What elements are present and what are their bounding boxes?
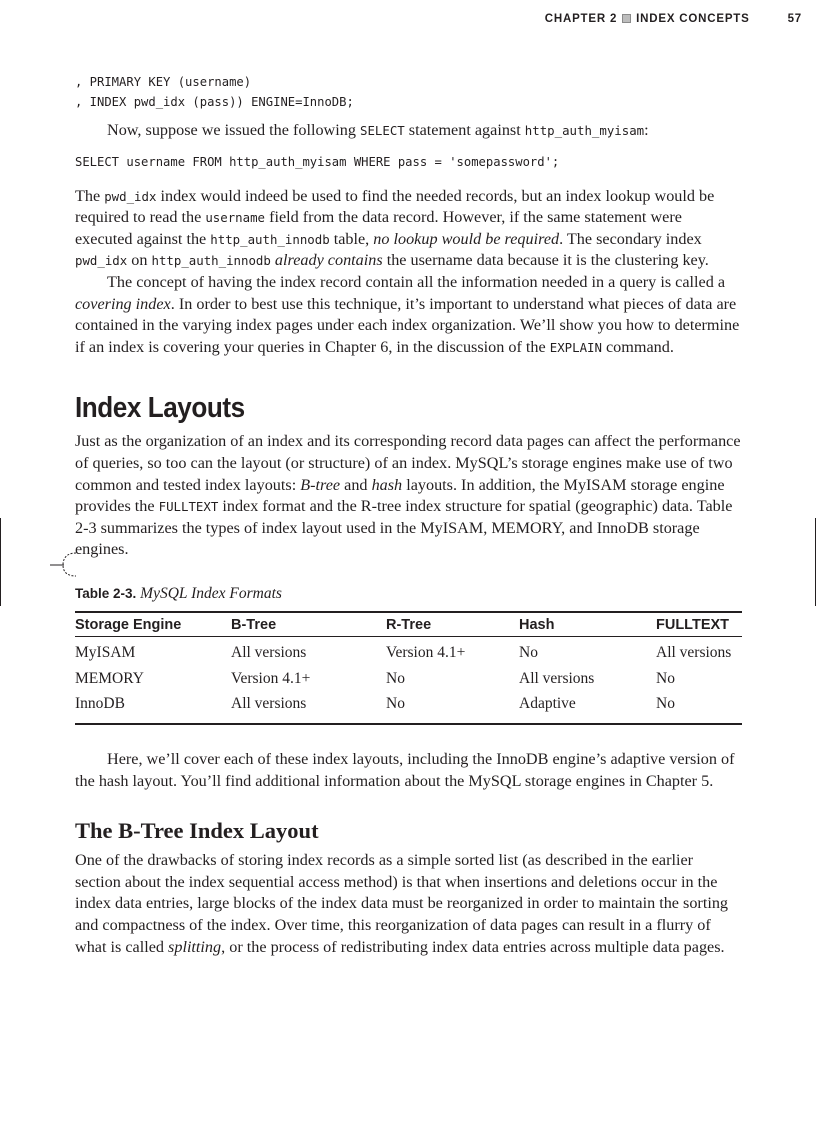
table-cell: No bbox=[386, 669, 405, 687]
table-cell: InnoDB bbox=[75, 695, 125, 713]
code-block-create-table bbox=[75, 72, 741, 112]
table-cell: No bbox=[386, 695, 405, 713]
table-cell: No bbox=[656, 695, 675, 713]
heading-index-layouts: Index Layouts bbox=[75, 392, 245, 425]
table-cell: No bbox=[656, 669, 675, 687]
table-cell: Version 4.1+ bbox=[386, 644, 466, 662]
paragraph-cover-layouts: Here, we’ll cover each of these index layouts, including the InnoDB engine’s adaptive version of the hash layout. You’ll find additional information about the MySQL storage engines in Chapter 5. bbox=[75, 750, 735, 790]
code-line: , INDEX pwd_idx (pass)) ENGINE=InnoDB; bbox=[75, 95, 354, 109]
table-cell: Version 4.1+ bbox=[231, 669, 311, 687]
table-cell: All versions bbox=[231, 644, 307, 662]
square-bullet-icon bbox=[622, 14, 631, 23]
table-row bbox=[75, 666, 742, 692]
paragraph-covering-index: The concept of having the index record contain all the information needed in a query is called a covering index. In order to best use this technique, it’s important to understand what pieces of data are contained in the varying index pages under each index organization. We’ll show you how to determine if an index is covering your queries in Chapter 6, in the discussion of the EXPLAIN command. bbox=[75, 272, 740, 356]
heading-btree-layout: The B-Tree Index Layout bbox=[75, 818, 319, 844]
chapter-label: CHAPTER 2 bbox=[544, 13, 618, 25]
table-row bbox=[75, 636, 742, 666]
table-cell: All versions bbox=[231, 695, 307, 713]
paragraph-btree-drawbacks: One of the drawbacks of storing index records as a simple sorted list (as described in the earlier section about the index sequential access method) is that when insertions and deletions occur in the index data entries, large blocks of the index data must be reorganized in order to maintain the sorting and compactness of the index. Over time, this reorganization of data pages can result in a flurry of what is called splitting, or the process of redistributing index data entries across multiple data pages. bbox=[75, 851, 729, 956]
main-content bbox=[75, 72, 741, 958]
table-cell: No bbox=[519, 644, 538, 662]
table-header-row bbox=[75, 612, 742, 637]
column-header: FULLTEXT bbox=[656, 616, 730, 633]
column-header: Storage Engine bbox=[75, 616, 182, 633]
paragraph-select-intro: Now, suppose we issued the following SELECT statement against http_auth_myisam: bbox=[107, 121, 649, 139]
table-cell: MyISAM bbox=[75, 644, 136, 662]
paragraph-lookup: The pwd_idx index would indeed be used to find the needed records, but an index lookup would be required to read the username field from the data record. However, if the same statement were executed against the http_auth_innodb table, no lookup would be required. The secondary index pwd_idx on http_auth_innodb already contains the username data because it is the clustering key. bbox=[75, 186, 715, 270]
running-header bbox=[545, 13, 802, 25]
paragraph-layouts-intro: Just as the organization of an index and its corresponding record data pages can affect the performance of queries, so too can the layout (or structure) of an index. MySQL’s storage engines make use of two common and tested index layouts: B-tree and hash layouts. In addition, the MyISAM storage engine provides the FULLTEXT index format and the R-tree index structure for spatial (geographic) data. Table 2-3 summarizes the types of index layout used in the MyISAM, MEMORY, and InnoDB storage engines. bbox=[75, 432, 741, 559]
column-header: R-Tree bbox=[386, 616, 432, 633]
page-number: 57 bbox=[787, 13, 802, 25]
column-header: B-Tree bbox=[231, 616, 277, 633]
crop-mark-left bbox=[0, 518, 1, 606]
table-bottom-rule bbox=[75, 723, 742, 725]
table-cell: All versions bbox=[656, 644, 732, 662]
code-line: , PRIMARY KEY (username) bbox=[75, 75, 252, 89]
column-header: Hash bbox=[519, 616, 555, 633]
table-cell: Adaptive bbox=[519, 695, 576, 713]
section-label: INDEX CONCEPTS bbox=[636, 13, 750, 25]
code-block-select: SELECT username FROM http_auth_myisam WHERE pass = 'somepassword'; bbox=[75, 154, 560, 169]
index-formats-table bbox=[75, 611, 742, 724]
table-cell: All versions bbox=[519, 669, 595, 687]
table-cell: MEMORY bbox=[75, 669, 144, 687]
table-row bbox=[75, 692, 742, 724]
table-caption: Table 2-3. MySQL Index Formats bbox=[75, 584, 282, 602]
